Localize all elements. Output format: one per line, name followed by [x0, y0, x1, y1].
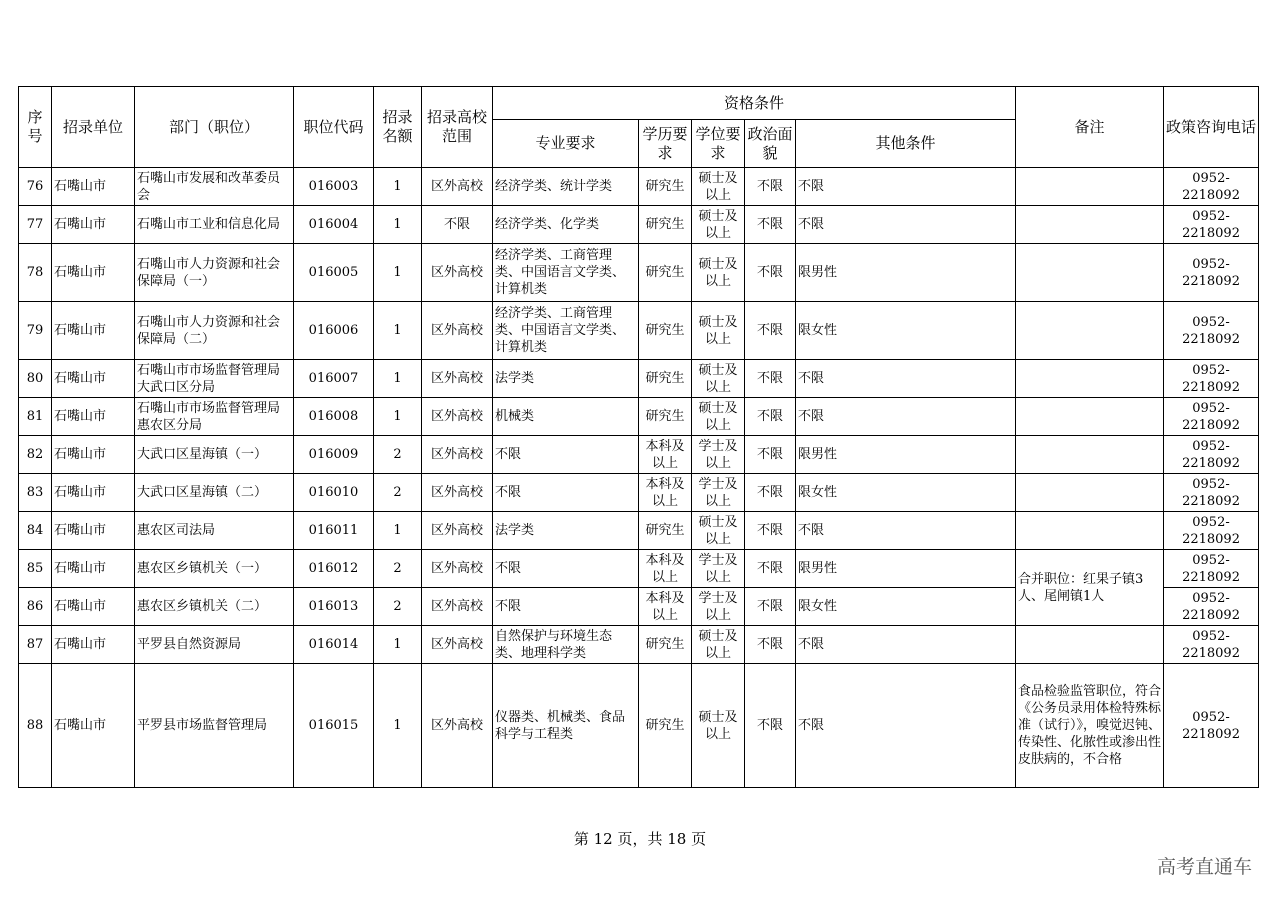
cell-dept: 石嘴山市发展和改革委员会: [135, 168, 294, 206]
cell-seq: 76: [19, 168, 52, 206]
cell-dept: 石嘴山市人力资源和社会保障局（二）: [135, 302, 294, 360]
cell-dept: 石嘴山市工业和信息化局: [135, 206, 294, 244]
header-phone: 政策咨询电话: [1164, 87, 1259, 168]
cell-degree: 学士及以上: [692, 436, 745, 474]
header-code: 职位代码: [294, 87, 374, 168]
cell-unit: 石嘴山市: [52, 302, 135, 360]
cell-unit: 石嘴山市: [52, 244, 135, 302]
cell-seq: 81: [19, 398, 52, 436]
cell-remark: [1016, 436, 1164, 474]
cell-code: 016007: [294, 360, 374, 398]
cell-major: 经济学类、化学类: [493, 206, 639, 244]
cell-phone: 0952-2218092: [1164, 588, 1259, 626]
cell-major: 法学类: [493, 360, 639, 398]
table-row: [19, 398, 1259, 436]
cell-quota: 2: [374, 436, 422, 474]
cell-quota: 1: [374, 168, 422, 206]
cell-seq: 84: [19, 512, 52, 550]
cell-unit: 石嘴山市: [52, 436, 135, 474]
cell-phone: 0952-2218092: [1164, 436, 1259, 474]
cell-remark: [1016, 474, 1164, 512]
cell-unit: 石嘴山市: [52, 398, 135, 436]
cell-major: 不限: [493, 550, 639, 588]
cell-phone: 0952-2218092: [1164, 474, 1259, 512]
cell-politics: 不限: [745, 626, 796, 664]
cell-range: 区外高校: [422, 168, 493, 206]
cell-major: 仪器类、机械类、食品科学与工程类: [493, 664, 639, 788]
cell-unit: 石嘴山市: [52, 626, 135, 664]
cell-quota: 2: [374, 550, 422, 588]
cell-degree: 学士及以上: [692, 474, 745, 512]
cell-phone: 0952-2218092: [1164, 512, 1259, 550]
cell-code: 016008: [294, 398, 374, 436]
cell-degree: 硕士及以上: [692, 244, 745, 302]
cell-education: 本科及以上: [639, 588, 692, 626]
cell-politics: 不限: [745, 360, 796, 398]
cell-range: 区外高校: [422, 244, 493, 302]
cell-unit: 石嘴山市: [52, 474, 135, 512]
cell-education: 研究生: [639, 626, 692, 664]
cell-degree: 硕士及以上: [692, 206, 745, 244]
table-row: [19, 244, 1259, 302]
table-row: [19, 206, 1259, 244]
cell-other: 限男性: [796, 244, 1016, 302]
cell-politics: 不限: [745, 398, 796, 436]
cell-other: 不限: [796, 206, 1016, 244]
cell-education: 研究生: [639, 302, 692, 360]
cell-range: 区外高校: [422, 664, 493, 788]
table-row: [19, 512, 1259, 550]
cell-range: 区外高校: [422, 474, 493, 512]
cell-code: 016003: [294, 168, 374, 206]
cell-politics: 不限: [745, 436, 796, 474]
cell-range: 区外高校: [422, 588, 493, 626]
cell-major: 经济学类、统计学类: [493, 168, 639, 206]
cell-degree: 硕士及以上: [692, 360, 745, 398]
table-row: [19, 360, 1259, 398]
cell-seq: 86: [19, 588, 52, 626]
cell-degree: 硕士及以上: [692, 168, 745, 206]
header-major: 专业要求: [493, 120, 639, 168]
cell-major: 不限: [493, 474, 639, 512]
cell-range: 区外高校: [422, 302, 493, 360]
header-seq: 序号: [19, 87, 52, 168]
cell-politics: 不限: [745, 168, 796, 206]
cell-quota: 1: [374, 664, 422, 788]
cell-remark: [1016, 398, 1164, 436]
cell-major: 不限: [493, 588, 639, 626]
cell-dept: 石嘴山市人力资源和社会保障局（一）: [135, 244, 294, 302]
cell-education: 研究生: [639, 244, 692, 302]
cell-remark: [1016, 302, 1164, 360]
cell-code: 016015: [294, 664, 374, 788]
cell-code: 016010: [294, 474, 374, 512]
cell-other: 限女性: [796, 474, 1016, 512]
cell-remark-merged: 合并职位：红果子镇3人、尾闸镇1人: [1016, 550, 1164, 626]
header-degree: 学位要求: [692, 120, 745, 168]
cell-quota: 1: [374, 244, 422, 302]
cell-education: 研究生: [639, 206, 692, 244]
cell-code: 016005: [294, 244, 374, 302]
cell-code: 016006: [294, 302, 374, 360]
cell-other: 不限: [796, 168, 1016, 206]
cell-education: 本科及以上: [639, 436, 692, 474]
cell-education: 研究生: [639, 512, 692, 550]
table-row: [19, 474, 1259, 512]
cell-dept: 大武口区星海镇（二）: [135, 474, 294, 512]
cell-degree: 硕士及以上: [692, 664, 745, 788]
cell-politics: 不限: [745, 664, 796, 788]
cell-code: 016014: [294, 626, 374, 664]
cell-politics: 不限: [745, 474, 796, 512]
cell-remark: [1016, 244, 1164, 302]
cell-degree: 硕士及以上: [692, 398, 745, 436]
cell-seq: 77: [19, 206, 52, 244]
table-row: [19, 626, 1259, 664]
cell-quota: 1: [374, 302, 422, 360]
cell-degree: 学士及以上: [692, 550, 745, 588]
cell-phone: 0952-2218092: [1164, 626, 1259, 664]
cell-range: 区外高校: [422, 398, 493, 436]
cell-education: 研究生: [639, 664, 692, 788]
cell-phone: 0952-2218092: [1164, 244, 1259, 302]
header-quota: 招录名额: [374, 87, 422, 168]
cell-major: 自然保护与环境生态类、地理科学类: [493, 626, 639, 664]
table-row: [19, 550, 1259, 588]
cell-politics: 不限: [745, 550, 796, 588]
cell-other: 限女性: [796, 302, 1016, 360]
cell-education: 本科及以上: [639, 550, 692, 588]
cell-unit: 石嘴山市: [52, 512, 135, 550]
cell-education: 本科及以上: [639, 474, 692, 512]
header-school-range: 招录高校范围: [422, 87, 493, 168]
cell-other: 不限: [796, 512, 1016, 550]
cell-unit: 石嘴山市: [52, 168, 135, 206]
cell-politics: 不限: [745, 244, 796, 302]
cell-code: 016012: [294, 550, 374, 588]
cell-degree: 硕士及以上: [692, 512, 745, 550]
cell-major: 不限: [493, 436, 639, 474]
cell-other: 限男性: [796, 550, 1016, 588]
cell-phone: 0952-2218092: [1164, 206, 1259, 244]
cell-phone: 0952-2218092: [1164, 550, 1259, 588]
header-other: 其他条件: [796, 120, 1016, 168]
cell-other: 限女性: [796, 588, 1016, 626]
cell-other: 限男性: [796, 436, 1016, 474]
cell-quota: 1: [374, 360, 422, 398]
cell-education: 研究生: [639, 398, 692, 436]
cell-politics: 不限: [745, 206, 796, 244]
cell-unit: 石嘴山市: [52, 664, 135, 788]
table-row: [19, 302, 1259, 360]
cell-code: 016009: [294, 436, 374, 474]
table-row: [19, 168, 1259, 206]
cell-other: 不限: [796, 360, 1016, 398]
cell-seq: 78: [19, 244, 52, 302]
cell-politics: 不限: [745, 512, 796, 550]
cell-seq: 85: [19, 550, 52, 588]
cell-phone: 0952-2218092: [1164, 168, 1259, 206]
cell-remark: 食品检验监管职位，符合《公务员录用体检特殊标准（试行）》，嗅觉迟钝、传染性、化脓性或渗出性皮肤病的，不合格: [1016, 664, 1164, 788]
cell-remark: [1016, 512, 1164, 550]
cell-dept: 大武口区星海镇（一）: [135, 436, 294, 474]
cell-dept: 惠农区乡镇机关（一）: [135, 550, 294, 588]
cell-seq: 87: [19, 626, 52, 664]
cell-degree: 硕士及以上: [692, 302, 745, 360]
cell-code: 016011: [294, 512, 374, 550]
cell-education: 研究生: [639, 360, 692, 398]
cell-seq: 80: [19, 360, 52, 398]
cell-range: 区外高校: [422, 550, 493, 588]
header-qualifications: 资格条件: [493, 87, 1016, 120]
cell-education: 研究生: [639, 168, 692, 206]
cell-range: 区外高校: [422, 512, 493, 550]
cell-dept: 石嘴山市市场监督管理局大武口区分局: [135, 360, 294, 398]
header-unit: 招录单位: [52, 87, 135, 168]
cell-dept: 惠农区乡镇机关（二）: [135, 588, 294, 626]
cell-other: 不限: [796, 664, 1016, 788]
cell-quota: 2: [374, 474, 422, 512]
header-politics: 政治面貌: [745, 120, 796, 168]
cell-seq: 79: [19, 302, 52, 360]
cell-major: 机械类: [493, 398, 639, 436]
cell-dept: 平罗县自然资源局: [135, 626, 294, 664]
cell-quota: 1: [374, 512, 422, 550]
cell-major: 法学类: [493, 512, 639, 550]
cell-degree: 学士及以上: [692, 588, 745, 626]
cell-dept: 石嘴山市市场监督管理局惠农区分局: [135, 398, 294, 436]
cell-quota: 1: [374, 398, 422, 436]
cell-quota: 2: [374, 588, 422, 626]
cell-quota: 1: [374, 626, 422, 664]
cell-range: 区外高校: [422, 436, 493, 474]
header-education: 学历要求: [639, 120, 692, 168]
cell-unit: 石嘴山市: [52, 206, 135, 244]
cell-code: 016004: [294, 206, 374, 244]
cell-other: 不限: [796, 398, 1016, 436]
table-row: [19, 664, 1259, 788]
cell-dept: 平罗县市场监督管理局: [135, 664, 294, 788]
cell-seq: 88: [19, 664, 52, 788]
cell-politics: 不限: [745, 588, 796, 626]
cell-major: 经济学类、工商管理类、中国语言文学类、计算机类: [493, 302, 639, 360]
header-remark: 备注: [1016, 87, 1164, 168]
cell-remark: [1016, 206, 1164, 244]
page-number: 第 12 页，共 18 页: [573, 830, 707, 848]
cell-phone: 0952-2218092: [1164, 360, 1259, 398]
cell-remark: [1016, 360, 1164, 398]
cell-seq: 82: [19, 436, 52, 474]
cell-unit: 石嘴山市: [52, 360, 135, 398]
cell-remark: [1016, 168, 1164, 206]
cell-range: 区外高校: [422, 360, 493, 398]
table-body: [19, 168, 1259, 788]
cell-other: 不限: [796, 626, 1016, 664]
cell-quota: 1: [374, 206, 422, 244]
cell-dept: 惠农区司法局: [135, 512, 294, 550]
cell-degree: 硕士及以上: [692, 626, 745, 664]
cell-remark: [1016, 626, 1164, 664]
cell-seq: 83: [19, 474, 52, 512]
cell-politics: 不限: [745, 302, 796, 360]
cell-phone: 0952-2218092: [1164, 302, 1259, 360]
cell-range: 区外高校: [422, 626, 493, 664]
cell-phone: 0952-2218092: [1164, 664, 1259, 788]
table-header: [19, 87, 1259, 168]
header-dept: 部门（职位）: [135, 87, 294, 168]
cell-code: 016013: [294, 588, 374, 626]
cell-unit: 石嘴山市: [52, 588, 135, 626]
cell-major: 经济学类、工商管理类、中国语言文学类、计算机类: [493, 244, 639, 302]
table-row: [19, 436, 1259, 474]
watermark: 高考直通车: [1156, 856, 1252, 878]
cell-phone: 0952-2218092: [1164, 398, 1259, 436]
cell-unit: 石嘴山市: [52, 550, 135, 588]
recruitment-table: [18, 86, 1259, 788]
cell-range: 不限: [422, 206, 493, 244]
